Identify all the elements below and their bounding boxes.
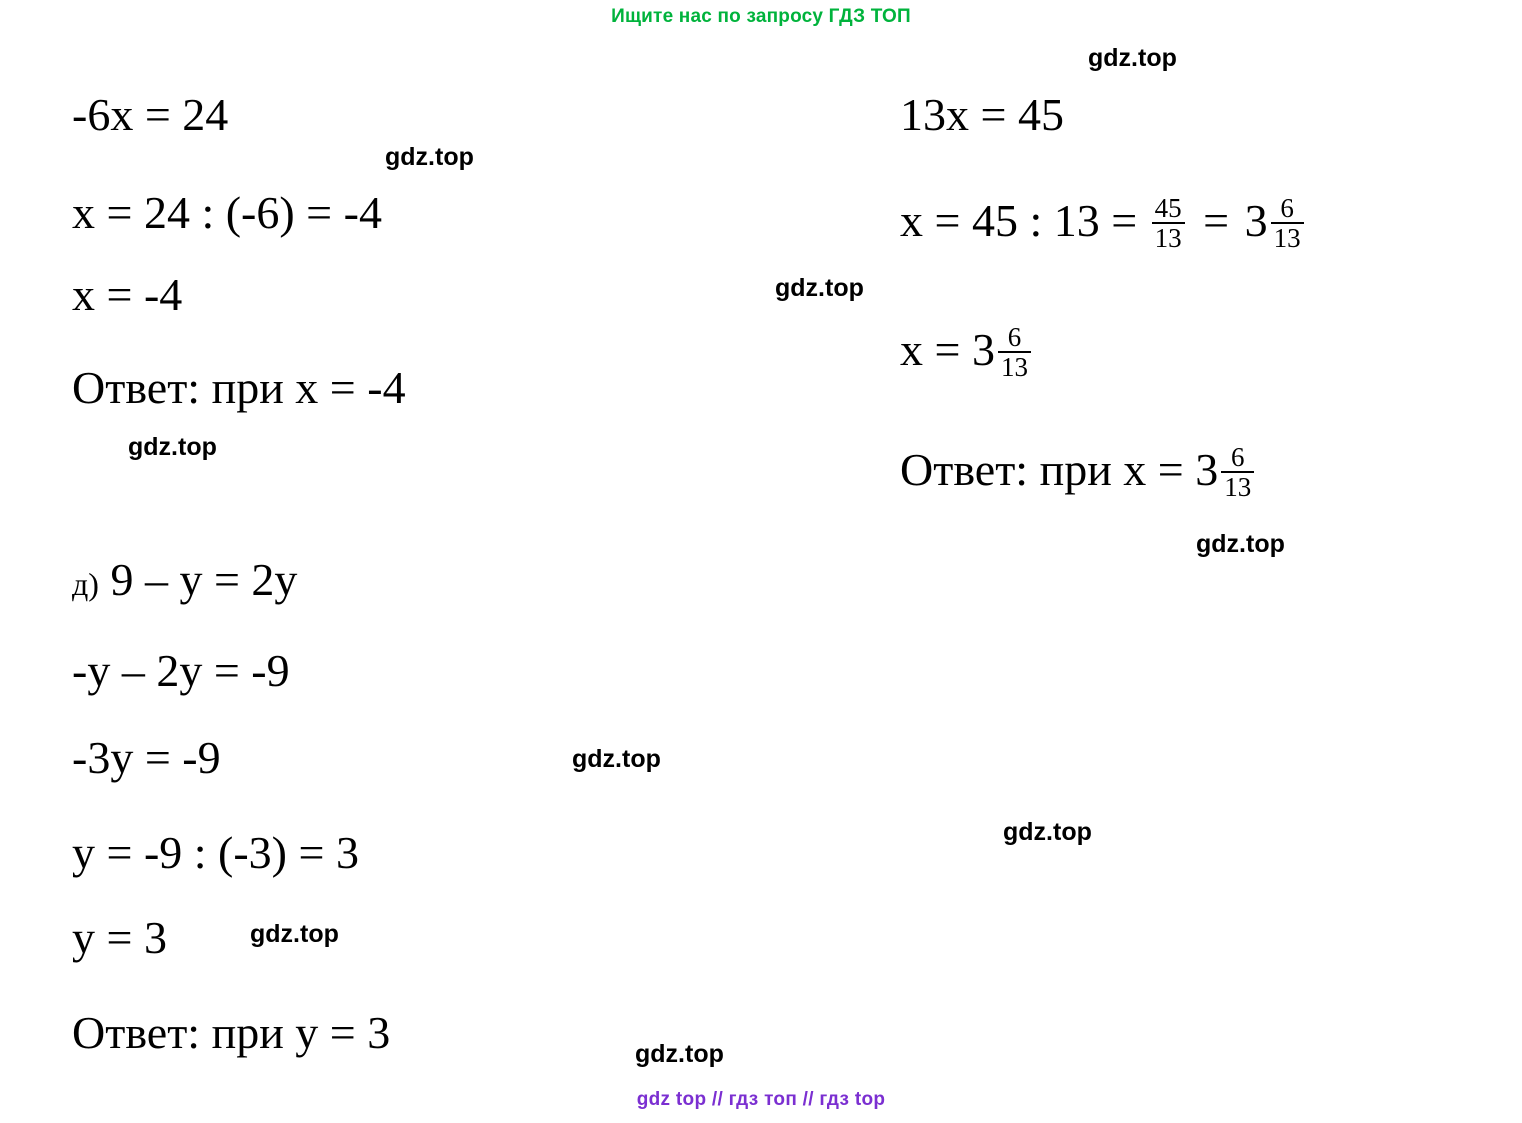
item-label-d: д) xyxy=(72,566,99,602)
equation-line-7: -3у = -9 xyxy=(72,732,221,783)
fraction-numerator: 6 xyxy=(1007,322,1022,352)
watermark: gdz.top xyxy=(1003,818,1092,846)
fraction-numerator: 6 xyxy=(1231,442,1245,472)
mixed-number-3-6-13 xyxy=(1195,442,1257,504)
watermark: gdz.top xyxy=(775,274,864,302)
equation-line-3: х = -4 xyxy=(72,269,183,320)
fraction-6-13 xyxy=(998,323,1031,382)
watermark: gdz.top xyxy=(1196,530,1285,558)
fraction-denominator: 13 xyxy=(1152,222,1185,252)
fraction-denominator: 13 xyxy=(1271,222,1304,252)
mixed-number-3-6-13 xyxy=(1244,193,1307,255)
watermark: gdz.top xyxy=(250,920,339,948)
answer-line-left-1: Ответ: при х = -4 xyxy=(72,362,406,413)
promo-header: Ищите нас по запросу ГДЗ ТОП xyxy=(611,6,911,27)
mixed-whole-part: 3 xyxy=(1244,194,1268,246)
fraction-numerator: 6 xyxy=(1280,193,1294,223)
equation-line-8: у = -9 : (-3) = 3 xyxy=(72,827,359,878)
equation-line-d xyxy=(72,554,298,605)
fraction-45-13 xyxy=(1152,194,1185,253)
fraction-numerator: 45 xyxy=(1154,193,1182,223)
watermark: gdz.top xyxy=(635,1040,724,1068)
answer-line-right xyxy=(900,442,1257,504)
equals-sign: = xyxy=(1203,194,1230,246)
equation-right-line-3-prefix: х = xyxy=(900,323,961,375)
equation-right-line-1: 13х = 45 xyxy=(900,89,1064,140)
equation-right-line-2 xyxy=(900,193,1307,255)
fraction-6-13 xyxy=(1271,194,1304,253)
equation-line-d-text: 9 – у = 2у xyxy=(110,554,298,605)
mixed-number-3-6-13 xyxy=(971,322,1034,384)
watermark: gdz.top xyxy=(128,433,217,461)
answer-line-left-2: Ответ: при у = 3 xyxy=(72,1007,391,1058)
mixed-whole-part: 3 xyxy=(1195,443,1219,495)
watermark: gdz.top xyxy=(1088,44,1177,72)
equation-right-line-2-prefix: х = 45 : 13 = xyxy=(900,194,1138,246)
fraction-6-13 xyxy=(1221,443,1254,502)
fraction-denominator: 13 xyxy=(998,351,1031,381)
equation-line-2: х = 24 : (-6) = -4 xyxy=(72,187,382,238)
fraction-denominator: 13 xyxy=(1221,471,1254,501)
equation-line-9: у = 3 xyxy=(72,912,167,963)
equation-line-1: -6х = 24 xyxy=(72,89,229,140)
watermark: gdz.top xyxy=(385,143,474,171)
answer-right-prefix: Ответ: при х = xyxy=(900,443,1184,495)
equation-line-6: -у – 2у = -9 xyxy=(72,645,290,696)
watermark: gdz.top xyxy=(572,745,661,773)
mixed-whole-part: 3 xyxy=(971,323,995,375)
equation-right-line-3 xyxy=(900,322,1034,384)
promo-footer: gdz top // гдз топ // гдз top xyxy=(636,1089,886,1110)
